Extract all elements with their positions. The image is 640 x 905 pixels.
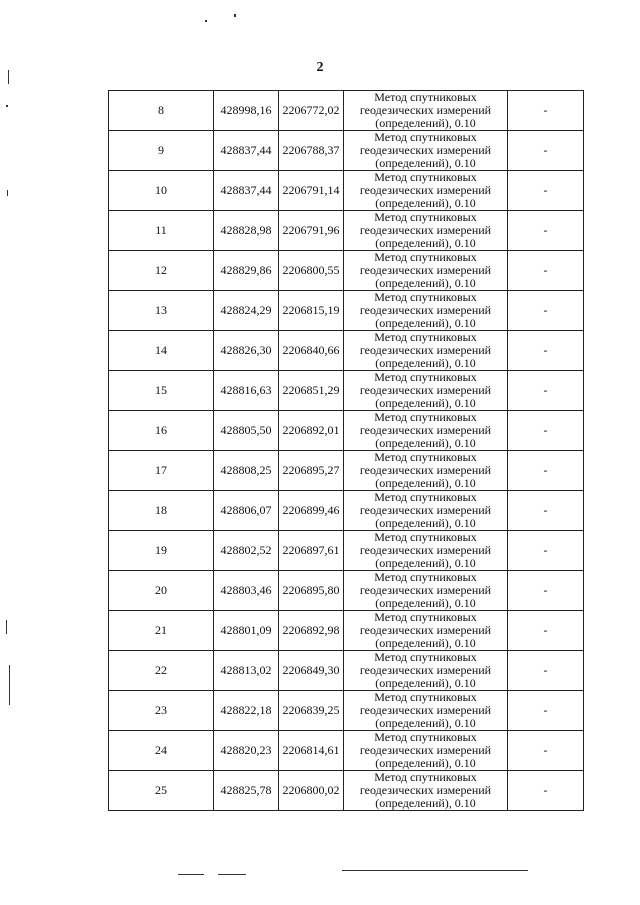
- description-cell: -: [508, 131, 584, 171]
- method-line: (определений), 0.10: [375, 596, 476, 610]
- point-number-cell: 16: [109, 411, 214, 451]
- x-coordinate-cell: 428813,02: [214, 651, 279, 691]
- method-line: Метод спутниковых: [374, 250, 477, 264]
- method-cell: [344, 291, 508, 331]
- bottom-line: [218, 874, 246, 875]
- scan-mark: [6, 620, 7, 634]
- description-cell: -: [508, 771, 584, 811]
- point-number-cell: 9: [109, 131, 214, 171]
- description-cell: -: [508, 291, 584, 331]
- y-coordinate-cell: 2206892,01: [279, 411, 344, 451]
- table-row: [109, 451, 584, 491]
- point-number-cell: 24: [109, 731, 214, 771]
- scan-mark: [9, 665, 10, 705]
- y-coordinate-cell: 2206800,02: [279, 771, 344, 811]
- description-cell: -: [508, 371, 584, 411]
- method-line: Метод спутниковых: [374, 450, 477, 464]
- description-cell: -: [508, 451, 584, 491]
- y-coordinate-cell: 2206840,66: [279, 331, 344, 371]
- method-line: геодезических измерений: [359, 223, 492, 237]
- method-line: геодезических измерений: [359, 423, 492, 437]
- table-row: [109, 211, 584, 251]
- table-row: [109, 571, 584, 611]
- description-cell: -: [508, 571, 584, 611]
- y-coordinate-cell: 2206791,14: [279, 171, 344, 211]
- y-coordinate-cell: 2206814,61: [279, 731, 344, 771]
- point-number-cell: 11: [109, 211, 214, 251]
- method-cell: [344, 611, 508, 651]
- x-coordinate-cell: 428805,50: [214, 411, 279, 451]
- x-coordinate-cell: 428825,78: [214, 771, 279, 811]
- y-coordinate-cell: 2206899,46: [279, 491, 344, 531]
- method-line: (определений), 0.10: [375, 356, 476, 370]
- y-coordinate-cell: 2206897,61: [279, 531, 344, 571]
- table-row: [109, 411, 584, 451]
- method-line: (определений), 0.10: [375, 116, 476, 130]
- description-cell: -: [508, 91, 584, 131]
- method-line: Метод спутниковых: [374, 170, 477, 184]
- scan-mark: [205, 20, 207, 22]
- method-line: (определений), 0.10: [375, 196, 476, 210]
- table-row: [109, 531, 584, 571]
- y-coordinate-cell: 2206851,29: [279, 371, 344, 411]
- method-cell: [344, 531, 508, 571]
- method-cell: [344, 491, 508, 531]
- description-cell: -: [508, 251, 584, 291]
- method-line: геодезических измерений: [359, 303, 492, 317]
- table-row: [109, 251, 584, 291]
- method-line: геодезических измерений: [359, 463, 492, 477]
- y-coordinate-cell: 2206839,25: [279, 691, 344, 731]
- y-coordinate-cell: 2206791,96: [279, 211, 344, 251]
- method-line: (определений), 0.10: [375, 676, 476, 690]
- point-number-cell: 23: [109, 691, 214, 731]
- table-row: [109, 131, 584, 171]
- x-coordinate-cell: 428998,16: [214, 91, 279, 131]
- method-cell: [344, 211, 508, 251]
- table-row: [109, 291, 584, 331]
- method-cell: [344, 451, 508, 491]
- method-cell: [344, 571, 508, 611]
- method-line: геодезических измерений: [359, 583, 492, 597]
- x-coordinate-cell: 428829,86: [214, 251, 279, 291]
- point-number-cell: 21: [109, 611, 214, 651]
- point-number-cell: 15: [109, 371, 214, 411]
- table-row: [109, 91, 584, 131]
- method-cell: [344, 771, 508, 811]
- table-row: [109, 651, 584, 691]
- table-row: [109, 731, 584, 771]
- description-cell: -: [508, 491, 584, 531]
- scan-mark: [6, 105, 8, 107]
- method-line: (определений), 0.10: [375, 156, 476, 170]
- method-line: геодезических измерений: [359, 543, 492, 557]
- x-coordinate-cell: 428803,46: [214, 571, 279, 611]
- method-line: Метод спутниковых: [374, 610, 477, 624]
- method-line: геодезических измерений: [359, 343, 492, 357]
- point-number-cell: 19: [109, 531, 214, 571]
- table-row: [109, 171, 584, 211]
- description-cell: -: [508, 611, 584, 651]
- scan-mark: [234, 14, 236, 17]
- method-line: геодезических измерений: [359, 743, 492, 757]
- x-coordinate-cell: 428802,52: [214, 531, 279, 571]
- method-line: геодезических измерений: [359, 383, 492, 397]
- y-coordinate-cell: 2206815,19: [279, 291, 344, 331]
- method-line: (определений), 0.10: [375, 476, 476, 490]
- method-cell: [344, 371, 508, 411]
- method-line: Метод спутниковых: [374, 770, 477, 784]
- x-coordinate-cell: 428837,44: [214, 131, 279, 171]
- scan-mark: [7, 190, 8, 196]
- x-coordinate-cell: 428826,30: [214, 331, 279, 371]
- description-cell: -: [508, 731, 584, 771]
- table-row: [109, 491, 584, 531]
- point-number-cell: 12: [109, 251, 214, 291]
- y-coordinate-cell: 2206849,30: [279, 651, 344, 691]
- x-coordinate-cell: 428801,09: [214, 611, 279, 651]
- scan-mark: [8, 70, 9, 84]
- description-cell: -: [508, 531, 584, 571]
- point-number-cell: 18: [109, 491, 214, 531]
- y-coordinate-cell: 2206895,80: [279, 571, 344, 611]
- point-number-cell: 25: [109, 771, 214, 811]
- method-line: (определений), 0.10: [375, 396, 476, 410]
- table-row: [109, 371, 584, 411]
- description-cell: -: [508, 171, 584, 211]
- method-line: Метод спутниковых: [374, 130, 477, 144]
- method-cell: [344, 171, 508, 211]
- method-line: геодезических измерений: [359, 183, 492, 197]
- method-line: Метод спутниковых: [374, 650, 477, 664]
- x-coordinate-cell: 428816,63: [214, 371, 279, 411]
- table-row: [109, 691, 584, 731]
- method-line: геодезических измерений: [359, 503, 492, 517]
- y-coordinate-cell: 2206772,02: [279, 91, 344, 131]
- method-line: (определений), 0.10: [375, 436, 476, 450]
- method-line: геодезических измерений: [359, 703, 492, 717]
- method-line: Метод спутниковых: [374, 90, 477, 104]
- point-number-cell: 17: [109, 451, 214, 491]
- description-cell: -: [508, 691, 584, 731]
- method-line: (определений), 0.10: [375, 556, 476, 570]
- method-line: (определений), 0.10: [375, 636, 476, 650]
- page-number: 2: [316, 60, 324, 75]
- method-cell: [344, 731, 508, 771]
- x-coordinate-cell: 428837,44: [214, 171, 279, 211]
- point-number-cell: 8: [109, 91, 214, 131]
- method-line: геодезических измерений: [359, 663, 492, 677]
- description-cell: -: [508, 411, 584, 451]
- description-cell: -: [508, 211, 584, 251]
- method-line: Метод спутниковых: [374, 330, 477, 344]
- method-line: (определений), 0.10: [375, 716, 476, 730]
- point-number-cell: 20: [109, 571, 214, 611]
- method-line: Метод спутниковых: [374, 490, 477, 504]
- x-coordinate-cell: 428808,25: [214, 451, 279, 491]
- coordinates-table: [108, 90, 584, 811]
- method-line: (определений), 0.10: [375, 236, 476, 250]
- bottom-line: [178, 874, 204, 875]
- x-coordinate-cell: 428820,23: [214, 731, 279, 771]
- method-line: геодезических измерений: [359, 103, 492, 117]
- method-line: геодезических измерений: [359, 143, 492, 157]
- table-row: [109, 331, 584, 371]
- y-coordinate-cell: 2206892,98: [279, 611, 344, 651]
- y-coordinate-cell: 2206895,27: [279, 451, 344, 491]
- method-line: (определений), 0.10: [375, 796, 476, 810]
- point-number-cell: 14: [109, 331, 214, 371]
- method-cell: [344, 251, 508, 291]
- point-number-cell: 22: [109, 651, 214, 691]
- method-line: (определений), 0.10: [375, 516, 476, 530]
- table-row: [109, 771, 584, 811]
- table-row: [109, 611, 584, 651]
- point-number-cell: 13: [109, 291, 214, 331]
- method-line: геодезических измерений: [359, 783, 492, 797]
- method-line: (определений), 0.10: [375, 276, 476, 290]
- method-line: (определений), 0.10: [375, 756, 476, 770]
- method-cell: [344, 691, 508, 731]
- x-coordinate-cell: 428822,18: [214, 691, 279, 731]
- method-line: геодезических измерений: [359, 623, 492, 637]
- method-line: Метод спутниковых: [374, 370, 477, 384]
- method-line: (определений), 0.10: [375, 316, 476, 330]
- x-coordinate-cell: 428828,98: [214, 211, 279, 251]
- x-coordinate-cell: 428806,07: [214, 491, 279, 531]
- method-line: Метод спутниковых: [374, 210, 477, 224]
- coordinates-table-body: [109, 91, 584, 811]
- method-line: Метод спутниковых: [374, 690, 477, 704]
- method-cell: [344, 91, 508, 131]
- method-cell: [344, 331, 508, 371]
- method-line: геодезических измерений: [359, 263, 492, 277]
- method-cell: [344, 651, 508, 691]
- description-cell: -: [508, 331, 584, 371]
- method-line: Метод спутниковых: [374, 290, 477, 304]
- method-line: Метод спутниковых: [374, 570, 477, 584]
- method-cell: [344, 131, 508, 171]
- y-coordinate-cell: 2206800,55: [279, 251, 344, 291]
- y-coordinate-cell: 2206788,37: [279, 131, 344, 171]
- x-coordinate-cell: 428824,29: [214, 291, 279, 331]
- method-line: Метод спутниковых: [374, 730, 477, 744]
- method-cell: [344, 411, 508, 451]
- description-cell: -: [508, 651, 584, 691]
- method-line: Метод спутниковых: [374, 530, 477, 544]
- bottom-line: [342, 870, 528, 871]
- method-line: Метод спутниковых: [374, 410, 477, 424]
- point-number-cell: 10: [109, 171, 214, 211]
